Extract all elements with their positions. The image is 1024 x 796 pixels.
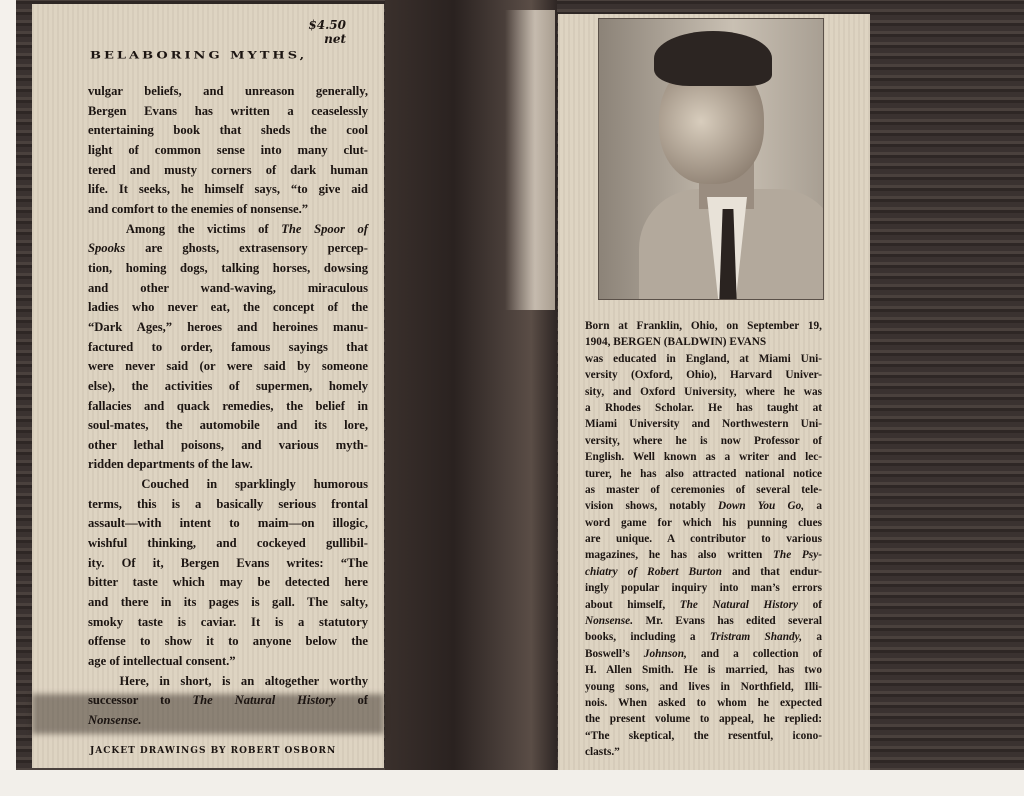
left-jacket-flap <box>32 4 384 768</box>
italic-title: The Psy- <box>773 549 822 562</box>
text-line <box>585 629 822 645</box>
text-line <box>88 141 368 161</box>
italic-title: Tristram Shandy, <box>709 631 803 644</box>
text-run: young sons, and lives in Northfield, Illi- <box>585 680 822 693</box>
text-run: Couched in sparklingly humorous <box>88 477 368 492</box>
price-unit: net <box>324 32 346 46</box>
text-run: and a collection of <box>686 647 822 660</box>
text-run: vision shows, notably <box>585 500 719 513</box>
text-run: age of intellectual consent.” <box>88 654 236 669</box>
text-run: as master of ceremonies of several tele- <box>585 483 822 496</box>
text-run: clasts.” <box>585 746 620 759</box>
text-run: magazines, he has also written <box>585 549 774 562</box>
text-line <box>88 632 368 652</box>
text-run: smoky taste is caviar. It is a statutory <box>88 614 368 629</box>
text-run: ingly popular inquiry into man’s errors <box>585 582 822 595</box>
text-run: English. Well known as a writer and lec- <box>585 451 822 464</box>
text-line <box>88 200 368 220</box>
text-line <box>88 455 368 475</box>
text-run: were never said (or were said by someone <box>88 359 368 374</box>
text-line <box>585 400 822 416</box>
text-line <box>585 695 822 711</box>
text-run: ridden departments of the law. <box>88 457 253 472</box>
text-run: entertaining book that sheds the cool <box>88 123 368 138</box>
text-line <box>585 728 822 744</box>
text-line <box>88 495 368 515</box>
italic-title: Nonsense. <box>88 713 142 727</box>
text-line <box>88 554 368 574</box>
italic-title: Down You Go, <box>718 500 805 513</box>
text-line <box>88 318 368 338</box>
text-line <box>585 580 822 596</box>
text-run: factured to order, famous sayings that <box>88 339 368 354</box>
text-line <box>88 534 368 554</box>
text-run: Boswell’s <box>585 647 644 660</box>
text-run: ladies who never eat, the concept of the <box>88 300 368 315</box>
text-run: about himself, <box>585 598 680 611</box>
text-run: tered and musty corners of dark human <box>88 162 368 177</box>
text-line <box>88 338 368 358</box>
text-run: and there in its pages is gall. The salty, <box>88 595 368 610</box>
text-line <box>88 239 368 259</box>
text-run: life. It seeks, he himself says, “to give aid <box>88 182 368 197</box>
text-line <box>88 514 368 534</box>
text-line <box>88 593 368 613</box>
text-run: “Dark Ages,” heroes and heroines manu- <box>88 319 368 334</box>
text-run: was educated in England, at Miami Uni- <box>585 352 822 365</box>
text-run: nois. When asked to whom he expected <box>585 696 822 709</box>
scan-margin-left <box>0 0 16 796</box>
text-run: vulgar beliefs, and unreason generally, <box>88 84 368 98</box>
text-run: “The skeptical, the resentful, icono- <box>585 729 822 742</box>
text-line <box>585 482 822 498</box>
text-run: sity, and Oxford University, where he was <box>585 385 822 398</box>
price <box>308 18 346 46</box>
text-run: are unique. A contributor to various <box>585 533 822 546</box>
jacket-credit: JACKET DRAWINGS BY ROBERT OSBORN <box>90 746 337 756</box>
author-photo <box>598 18 824 300</box>
text-run: 1904, BERGEN (BALDWIN) EVANS <box>585 336 767 349</box>
text-run: versity, where he is now Professor of <box>585 434 822 447</box>
text-run: Mr. Evans has edited several <box>633 615 822 628</box>
text-line <box>585 711 822 727</box>
text-run: successor to <box>88 693 193 708</box>
text-line <box>88 691 368 711</box>
text-line <box>88 279 368 299</box>
text-line <box>585 384 822 400</box>
text-line <box>88 416 368 436</box>
text-line <box>88 377 368 397</box>
text-run: Here, in short, is an altogether worthy <box>88 673 368 688</box>
text-line <box>88 672 368 692</box>
text-line <box>585 351 822 367</box>
author-bio-text <box>585 318 822 761</box>
text-line <box>88 102 368 122</box>
text-run: bitter taste which may be detected here <box>88 575 368 590</box>
headline: BELABORING MYTHS, <box>90 49 308 62</box>
italic-title: Spooks <box>88 241 126 256</box>
photo-hair <box>654 31 772 86</box>
text-run: and comfort to the enemies of nonsense.” <box>88 201 309 216</box>
text-run: fallacies and quack remedies, the belief in <box>88 398 368 413</box>
text-line <box>88 475 368 495</box>
text-line <box>88 357 368 377</box>
text-line <box>585 367 822 383</box>
text-line <box>585 531 822 547</box>
text-line <box>585 416 822 432</box>
text-line <box>88 652 368 672</box>
italic-title: The Spoor of <box>281 221 368 236</box>
text-run: Bergen Evans has written a ceaselessly <box>88 103 368 118</box>
text-run: ity. Of it, Bergen Evans writes: “The <box>88 555 368 570</box>
text-line <box>585 515 822 531</box>
italic-title: The Natural History <box>192 693 336 708</box>
text-run: of <box>798 598 822 611</box>
text-run: Miami University and Northwestern Uni- <box>585 418 822 431</box>
text-run: wishful thinking, and cockeyed gullibil- <box>88 536 368 551</box>
italic-title: chiatry of Robert Burton <box>585 565 722 578</box>
text-line <box>585 547 822 563</box>
text-line <box>88 711 368 731</box>
text-run: versity (Oxford, Ohio), Harvard Univer- <box>585 369 822 382</box>
text-run: H. Allen Smith. He is married, has two <box>585 664 822 677</box>
italic-title: Nonsense. <box>585 615 634 628</box>
text-run: are ghosts, extrasensory percep- <box>125 241 368 256</box>
text-run: and that endur- <box>721 565 822 578</box>
text-run: soul-mates, the automobile and its lore, <box>88 418 368 433</box>
blurb-text <box>88 82 368 731</box>
text-run: Born at Franklin, Ohio, on September 19, <box>585 320 822 332</box>
text-run: word game for which his punning clues <box>585 516 822 529</box>
text-line <box>585 679 822 695</box>
text-line <box>88 82 368 102</box>
text-run: of <box>335 693 368 708</box>
text-line <box>585 449 822 465</box>
text-line <box>585 744 822 760</box>
text-line <box>585 318 822 334</box>
text-line <box>585 646 822 662</box>
text-run: and other wand-waving, miraculous <box>88 280 368 295</box>
right-jacket-flap <box>558 14 870 774</box>
text-line <box>88 220 368 240</box>
scan-margin-bottom <box>0 770 1024 796</box>
text-run: other lethal poisons, and various myth- <box>88 437 368 452</box>
text-line <box>585 613 822 629</box>
italic-title: The Natural History <box>679 598 798 611</box>
price-amount: $4.50 <box>308 18 346 32</box>
text-line <box>585 466 822 482</box>
text-line <box>88 259 368 279</box>
text-run: a <box>804 500 822 513</box>
text-line <box>88 397 368 417</box>
text-run: a Rhodes Scholar. He has taught at <box>585 401 822 414</box>
text-run: the present volume to appeal, he replied: <box>585 713 822 726</box>
text-run: assault—with intent to maim—on illogic, <box>88 516 368 531</box>
text-run: offense to show it to anyone below the <box>88 634 368 649</box>
text-line <box>585 498 822 514</box>
text-line <box>585 597 822 613</box>
text-line <box>88 298 368 318</box>
text-line <box>585 334 822 350</box>
text-run: terms, this is a basically serious frontal <box>88 496 368 511</box>
text-line <box>585 564 822 580</box>
text-run: else), the activities of supermen, homely <box>88 378 368 393</box>
gutter-highlight <box>505 10 555 310</box>
text-line <box>88 613 368 633</box>
text-line <box>88 573 368 593</box>
text-line <box>88 161 368 181</box>
text-run: tion, homing dogs, talking horses, dowsing <box>88 260 368 275</box>
text-line <box>88 180 368 200</box>
text-run: books, including a <box>585 631 710 644</box>
text-line <box>585 433 822 449</box>
text-line <box>88 121 368 141</box>
text-line <box>88 436 368 456</box>
text-run: a <box>802 631 822 644</box>
text-run: light of common sense into many clut- <box>88 142 368 157</box>
text-line <box>585 662 822 678</box>
italic-title: Johnson, <box>643 647 687 660</box>
text-run: turer, he has also attracted national notice <box>585 467 822 480</box>
text-run: Among the victims of <box>88 221 282 236</box>
